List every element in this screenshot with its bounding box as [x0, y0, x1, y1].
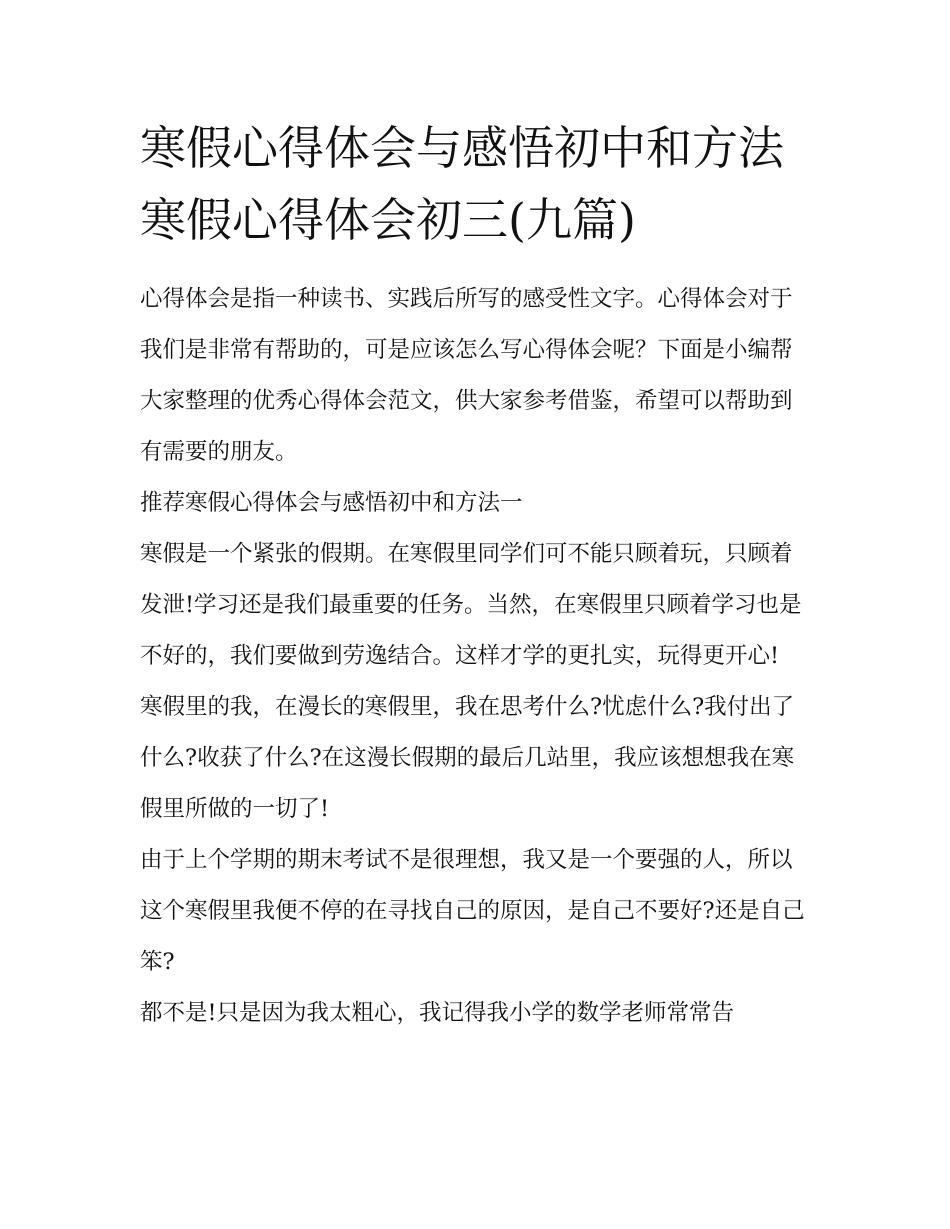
paragraph-intro: 心得体会是指一种读书、实践后所写的感受性文字。心得体会对于我们是非常有帮助的，可是应该怎么写心得体会呢？下面是小编帮大家整理的优秀心得体会范文，供大家参考借鉴，希望可以帮助到有需要的朋友。 [140, 286, 793, 465]
document-page [140, 112, 812, 1039]
paragraph-body-2: 寒假里的我，在漫长的寒假里，我在思考什么?忧虑什么?我付出了什么?收获了什么?在这漫长假期的最后几站里，我应该想想我在寒假里所做的一切了! [140, 694, 795, 822]
document-title: 寒假心得体会与感悟初中和方法 寒假心得体会初三(九篇) [140, 121, 784, 247]
section-heading: 推荐寒假心得体会与感悟初中和方法一 [140, 490, 523, 516]
paragraph-body-1: 寒假是一个紧张的假期。在寒假里同学们可不能只顾着玩，只顾着发泄!学习还是我们最重要的任务。当然，在寒假里只顾着学习也是不好的，我们要做到劳逸结合。这样才学的更扎实，玩得更开心! [140, 541, 802, 669]
paragraph-body-4: 都不是!只是因为我太粗心，我记得我小学的数学老师常常告 [140, 1000, 735, 1026]
paragraph-body-3: 由于上个学期的期末考试不是很理想，我又是一个要强的人，所以这个寒假里我便不停的在寻找自己的原因，是自己不要好?还是自己笨? [140, 847, 805, 975]
